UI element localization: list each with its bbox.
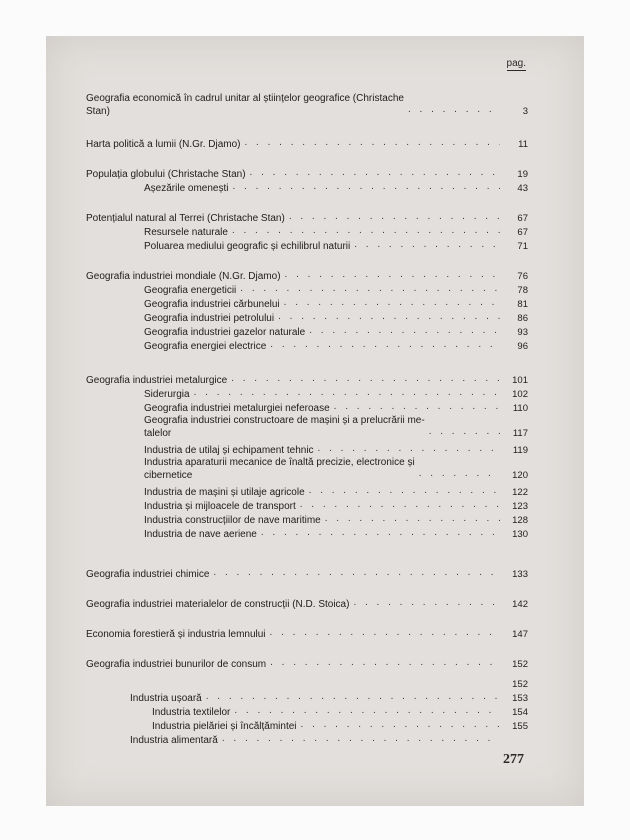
table-of-contents <box>46 36 584 806</box>
toc-page-number: 152 <box>512 679 528 690</box>
toc-entry-title: Geografia economică în cadrul unitar al științelor geografice (Christache <box>86 93 404 104</box>
toc-page-number: 78 <box>517 285 528 296</box>
toc-entry-title: Geografia industriei materialelor de construcții (N.D. Stoica) <box>86 599 350 610</box>
toc-page-number: 96 <box>517 341 528 352</box>
toc-page-number: 154 <box>512 707 528 718</box>
toc-entry <box>130 732 528 747</box>
toc-entry-title: Resursele naturale <box>144 227 228 238</box>
toc-entry-title: Geografia industriei constructoare de mașini și a prelucrării me- <box>144 415 425 426</box>
toc-entry <box>144 338 528 353</box>
toc-entry-title: Geografia industriei chimice <box>86 569 210 580</box>
toc-entry-title: Geografia industriei metalurgice <box>86 375 228 386</box>
toc-entry <box>86 92 528 118</box>
toc-entry-title: Geografia industriei gazelor naturale <box>144 327 306 338</box>
page-number: 277 <box>503 752 524 767</box>
toc-page-number: 147 <box>512 629 528 640</box>
toc-entry <box>144 324 528 339</box>
leader-dots <box>285 268 500 281</box>
leader-dots <box>354 238 500 251</box>
leader-dots <box>231 372 500 385</box>
toc-entry <box>144 282 528 297</box>
toc-page-number: 120 <box>512 470 528 481</box>
leader-dots <box>408 103 500 116</box>
toc-page-number: 93 <box>517 327 528 338</box>
toc-entry <box>86 136 528 151</box>
toc-entry <box>144 442 528 457</box>
toc-entry-title: Geografia industriei metalurgiei neferoase <box>144 403 330 414</box>
leader-dots <box>206 690 500 703</box>
toc-entry-title: Geografia energiei electrice <box>144 341 267 352</box>
leader-dots <box>325 512 500 525</box>
leader-dots <box>300 498 500 511</box>
toc-entry-title: Industria de mașini și utilaje agricole <box>144 487 305 498</box>
toc-entry <box>130 690 528 705</box>
toc-page-number: 86 <box>517 313 528 324</box>
toc-entry <box>130 676 528 691</box>
toc-entry <box>144 238 528 253</box>
toc-entry-title: Poluarea mediului geografic și echilibrul naturii <box>144 241 351 252</box>
toc-entry-title-cont: talelor <box>144 428 172 439</box>
leader-dots <box>194 386 500 399</box>
toc-page-number: 101 <box>512 375 528 386</box>
toc-page-number: 81 <box>517 299 528 310</box>
book-page <box>46 36 584 806</box>
toc-entry-title: Geografia energeticii <box>144 285 237 296</box>
leader-dots <box>301 718 500 731</box>
leader-dots <box>270 626 500 639</box>
toc-entry <box>144 296 528 311</box>
toc-entry-title: Harta politică a lumii (N.Gr. Djamo) <box>86 139 241 150</box>
toc-page-number: 152 <box>512 659 528 670</box>
toc-page-number: 119 <box>512 445 528 456</box>
toc-page-number: 133 <box>512 569 528 580</box>
toc-page-number: 67 <box>517 213 528 224</box>
toc-entry <box>152 718 528 733</box>
toc-entry <box>86 166 528 181</box>
leader-dots <box>232 180 500 193</box>
toc-entry-title: Geografia industriei mondiale (N.Gr. Djamo) <box>86 271 281 282</box>
toc-entry-title-cont: cibernetice <box>144 470 193 481</box>
leader-dots <box>232 224 500 237</box>
leader-dots <box>244 136 500 149</box>
toc-entry-title-cont: Stan) <box>86 106 110 117</box>
toc-entry-title: Potențialul natural al Terrei (Christache Stan) <box>86 213 285 224</box>
leader-dots <box>213 566 500 579</box>
leader-dots <box>240 282 500 295</box>
toc-entry-title: Așezările omenești <box>144 183 229 194</box>
toc-entry-title: Industria și mijloacele de transport <box>144 501 296 512</box>
toc-entry-title: Industria alimentară <box>130 735 218 746</box>
toc-page-number: 122 <box>512 487 528 498</box>
toc-entry <box>144 512 528 527</box>
toc-entry <box>144 224 528 239</box>
toc-entry-title: Populația globului (Christache Stan) <box>86 169 246 180</box>
leader-dots <box>270 338 500 351</box>
leader-dots <box>234 704 500 717</box>
leader-dots <box>309 484 500 497</box>
toc-entry <box>86 626 528 641</box>
toc-entry <box>144 400 528 415</box>
toc-entry <box>86 210 528 225</box>
toc-entry <box>86 656 528 671</box>
toc-page-number: 11 <box>518 139 528 150</box>
toc-entry-title: Economia forestieră și industria lemnului <box>86 629 266 640</box>
leader-dots <box>353 596 500 609</box>
toc-entry <box>144 456 528 482</box>
toc-entry-title: Industria de nave aeriene <box>144 529 257 540</box>
toc-entry-title: Industria pielăriei și încălțămintei <box>152 721 297 732</box>
toc-entry-title: Industria ușoară <box>130 693 202 704</box>
leader-dots <box>284 296 500 309</box>
toc-page-number: 110 <box>512 403 528 414</box>
toc-entry <box>144 180 528 195</box>
leader-dots <box>278 310 500 323</box>
toc-entry <box>86 372 528 387</box>
toc-entry-title: Geografia industriei cărbunelui <box>144 299 280 310</box>
toc-page-number: 3 <box>522 106 528 117</box>
toc-entry <box>144 414 528 440</box>
leader-dots <box>261 526 500 539</box>
toc-entry <box>144 386 528 401</box>
toc-page-number: 19 <box>517 169 528 180</box>
toc-entry <box>144 498 528 513</box>
pag-column-header: pag. <box>506 58 526 69</box>
toc-page-number: 76 <box>517 271 528 282</box>
leader-dots <box>318 442 500 455</box>
toc-entry-title: Geografia industriei bunurilor de consum <box>86 659 267 670</box>
toc-entry <box>86 566 528 581</box>
leader-dots <box>222 732 500 745</box>
toc-page-number: 128 <box>512 515 528 526</box>
leader-dots <box>309 324 500 337</box>
leader-dots <box>334 400 500 413</box>
leader-dots <box>289 210 500 223</box>
toc-entry-title: Siderurgia <box>144 389 190 400</box>
toc-entry <box>86 268 528 283</box>
toc-page-number: 67 <box>517 227 528 238</box>
toc-page-number: 117 <box>512 428 528 439</box>
toc-entry <box>144 484 528 499</box>
toc-entry-title: Geografia industriei petrolului <box>144 313 275 324</box>
toc-entry-title: Industria de utilaj și echipament tehnic <box>144 445 314 456</box>
toc-entry-title: Industria aparaturii mecanice de înaltă precizie, electronice și <box>144 457 415 468</box>
toc-page-number: 71 <box>517 241 528 252</box>
toc-page-number: 153 <box>512 693 528 704</box>
toc-entry <box>152 704 528 719</box>
toc-entry <box>86 596 528 611</box>
toc-entry <box>144 526 528 541</box>
leader-dots <box>429 425 500 438</box>
leader-dots <box>250 166 500 179</box>
toc-entry-title: Industria construcțiilor de nave maritime <box>144 515 321 526</box>
leader-dots <box>270 656 500 669</box>
toc-page-number: 43 <box>517 183 528 194</box>
leader-dots <box>419 467 500 480</box>
toc-page-number: 130 <box>512 529 528 540</box>
toc-page-number: 155 <box>512 721 528 732</box>
toc-entry-title: Industria textilelor <box>152 707 231 718</box>
toc-entry <box>144 310 528 325</box>
toc-page-number: 102 <box>512 389 528 400</box>
toc-page-number: 142 <box>512 599 528 610</box>
toc-page-number: 123 <box>512 501 528 512</box>
